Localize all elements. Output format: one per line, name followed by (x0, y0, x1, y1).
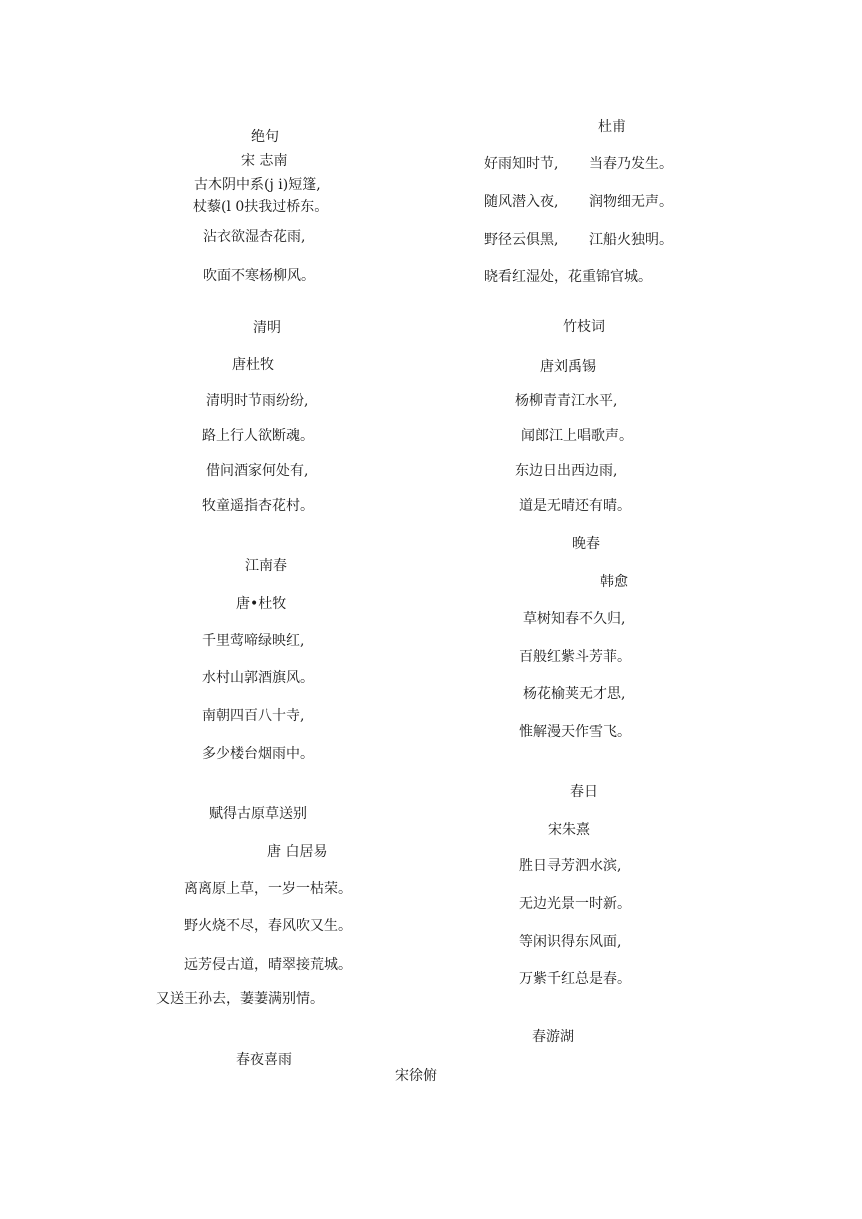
poem-line: 又送王孙去，萋萋满别情。 (156, 991, 324, 1007)
poem-line: 吹面不寒杨柳风。 (203, 268, 315, 284)
poem-author: 唐 白居易 (267, 844, 328, 860)
poem-line: 借问酒家何处有, (206, 463, 309, 479)
poem-line: 江船火独明。 (589, 232, 673, 248)
poem-title: 春日 (570, 784, 598, 800)
poem-line: 牧童遥指杏花村。 (202, 498, 314, 514)
poem-line: 离离原上草，一岁一枯荣。 (184, 881, 352, 897)
poem-author: 唐杜牧 (232, 357, 274, 373)
poem-line: 惟解漫天作雪飞。 (519, 724, 631, 740)
poem-line: 多少楼台烟雨中。 (202, 746, 314, 762)
poem-author: 唐刘禹锡 (540, 359, 596, 375)
poem-line: 好雨知时节, (484, 156, 559, 172)
poem-title: 竹枝词 (563, 319, 605, 335)
poem-line: 万紫千红总是春。 (519, 971, 631, 987)
poem-line: 闻郎江上唱歌声。 (521, 428, 633, 444)
poem-title: 晚春 (572, 536, 600, 552)
poem-title: 赋得古原草送别 (209, 806, 307, 822)
poem-line: 当春乃发生。 (589, 156, 673, 172)
poem-line: 草树知春不久归, (523, 611, 626, 627)
poem-title: 江南春 (245, 558, 287, 574)
poem-author: 宋朱熹 (548, 822, 590, 838)
poem-line: 杨柳青青江水平, (515, 393, 618, 409)
poem-line: 百般红紫斗芳菲。 (519, 649, 631, 665)
poem-author: 韩愈 (600, 574, 628, 590)
poem-author: 宋 志南 (241, 153, 288, 169)
poem-line: 千里莺啼绿映红, (202, 633, 305, 649)
poem-author: 唐•杜牧 (236, 596, 287, 612)
poem-line: 远芳侵古道，晴翠接荒城。 (184, 957, 352, 973)
poem-line: 沾衣欲湿杏花雨, (203, 229, 306, 245)
poem-line: 杨花榆荚无才思, (523, 686, 626, 702)
poem-line: 东边日出西边雨, (515, 463, 618, 479)
poem-title: 清明 (253, 320, 281, 336)
poem-line: 胜日寻芳泗水滨, (519, 858, 622, 874)
poem-title: 春游湖 (532, 1029, 574, 1045)
poem-line: 晓看红湿处，花重锦官城。 (484, 269, 652, 285)
poem-author: 杜甫 (598, 119, 626, 135)
poem-line: 杖藜(l 0扶我过桥东。 (193, 199, 329, 215)
poem-line: 清明时节雨纷纷, (206, 393, 309, 409)
poem-title: 春夜喜雨 (236, 1052, 292, 1068)
poem-line: 南朝四百八十寺, (202, 708, 305, 724)
poem-line: 随风潜入夜, (484, 194, 559, 210)
poem-line: 野径云俱黑, (484, 232, 559, 248)
poem-line: 道是无晴还有晴。 (519, 498, 631, 514)
poem-line: 野火烧不尽，春风吹又生。 (184, 918, 352, 934)
poem-line: 路上行人欲断魂。 (202, 428, 314, 444)
poem-line: 等闲识得东风面, (519, 934, 622, 950)
poem-line: 润物细无声。 (589, 194, 673, 210)
poem-line: 水村山郭酒旗风。 (202, 670, 314, 686)
poem-author: 宋徐俯 (395, 1068, 437, 1084)
poem-line: 无边光景一时新。 (519, 896, 631, 912)
poem-title: 绝句 (251, 129, 279, 145)
poem-line: 古木阴中系(j i)短篷, (194, 177, 321, 193)
